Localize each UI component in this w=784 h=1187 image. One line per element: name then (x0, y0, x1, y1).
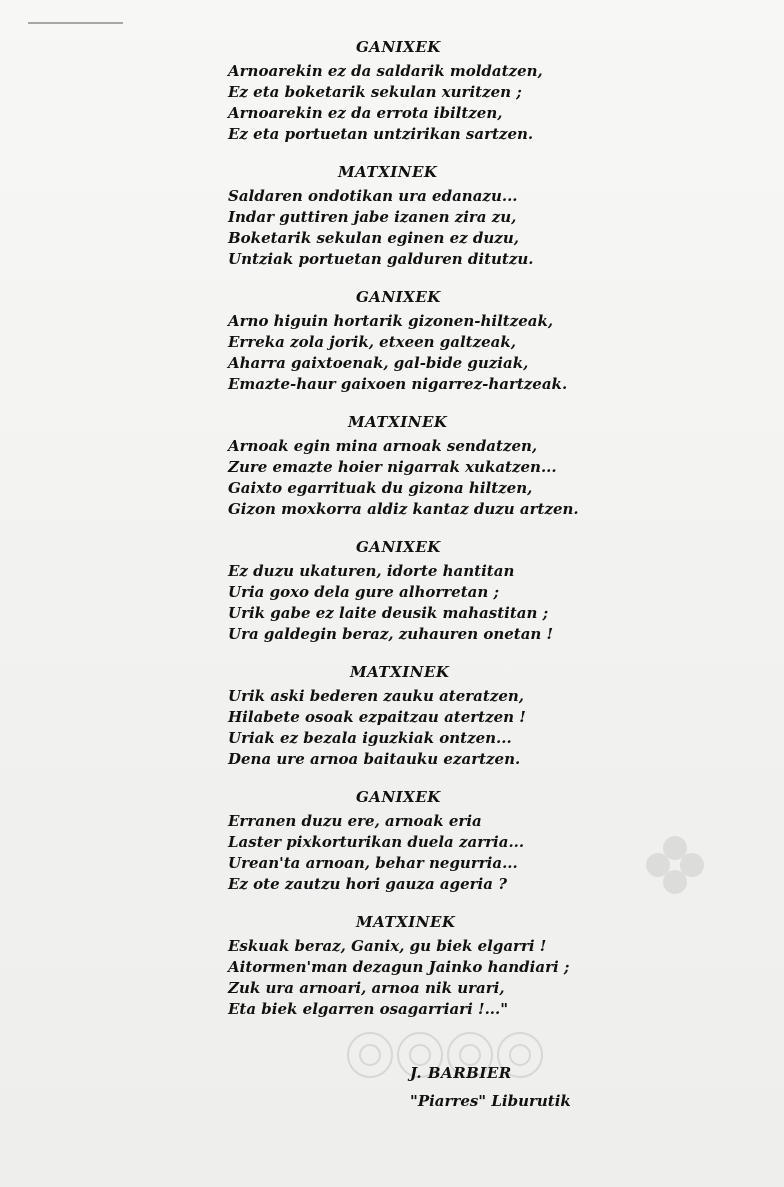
verse-line: Erranen duzu ere, arnoak eria (228, 812, 482, 830)
stanza (228, 413, 648, 520)
verse-line: Zure emazte hoier nigarrak xukatzen... (228, 458, 557, 476)
stanza (228, 538, 648, 645)
verse-line: Ez eta boketarik sekulan xuritzen ; (228, 83, 522, 101)
speaker-name: MATXINEK (338, 163, 438, 181)
verse-line: Urean'ta arnoan, behar negurria... (228, 854, 518, 872)
verse-line: Hilabete osoak ezpaitzau atertzen ! (228, 708, 526, 726)
speaker-name: GANIXEK (356, 38, 441, 56)
verse-line: Eta biek elgarren osagarriari !..." (228, 1000, 509, 1018)
source-citation: "Piarres" Liburutik (410, 1092, 571, 1110)
verse-line: Zuk ura arnoari, arnoa nik urari, (228, 979, 505, 997)
stanza (228, 288, 648, 395)
stanza (228, 38, 648, 145)
poem (228, 38, 648, 1038)
verse-line: Aharra gaixtoenak, gal-bide guziak, (228, 354, 529, 372)
stanza (228, 163, 648, 270)
verse-line: Boketarik sekulan eginen ez duzu, (228, 229, 519, 247)
verse-line: Ez ote zautzu hori gauza ageria ? (228, 875, 507, 893)
stanza (228, 663, 648, 770)
verse-line: Arnoak egin mina arnoak sendatzen, (228, 437, 538, 455)
verse-line: Erreka zola jorik, etxeen galtzeak, (228, 333, 517, 351)
speaker-name: GANIXEK (356, 538, 441, 556)
verse-line: Ez duzu ukaturen, idorte hantitan (228, 562, 515, 580)
signature (410, 1062, 571, 1112)
speaker-name: GANIXEK (356, 288, 441, 306)
verse-line: Dena ure arnoa baitauku ezartzen. (228, 750, 521, 768)
stanza (228, 788, 648, 895)
verse-line: Urik aski bederen zauku ateratzen, (228, 687, 525, 705)
speaker-name: MATXINEK (356, 913, 456, 931)
verse-line: Untziak portuetan galduren ditutzu. (228, 250, 534, 268)
verse-line: Gaixto egarrituak du gizona hiltzen, (228, 479, 533, 497)
author-name: J. BARBIER (410, 1064, 512, 1082)
verse-line: Indar guttiren jabe izanen zira zu, (228, 208, 517, 226)
verse-line: Uria goxo dela gure alhorretan ; (228, 583, 500, 601)
verse-line: Arnoarekin ez da saldarik moldatzen, (228, 62, 543, 80)
top-rule (28, 22, 123, 24)
verse-line: Gizon moxkorra aldiz kantaz duzu artzen. (228, 500, 579, 518)
verse-line: Saldaren ondotikan ura edanazu... (228, 187, 518, 205)
speaker-name: MATXINEK (348, 413, 448, 431)
verse-line: Arnoarekin ez da errota ibiltzen, (228, 104, 503, 122)
verse-line: Emazte-haur gaixoen nigarrez-hartzeak. (228, 375, 568, 393)
verse-line: Ura galdegin beraz, zuhauren onetan ! (228, 625, 554, 643)
verse-line: Laster pixkorturikan duela zarria... (228, 833, 525, 851)
stanza (228, 913, 648, 1020)
verse-line: Uriak ez bezala iguzkiak ontzen... (228, 729, 512, 747)
speaker-name: GANIXEK (356, 788, 441, 806)
speaker-name: MATXINEK (350, 663, 450, 681)
verse-line: Eskuak beraz, Ganix, gu biek elgarri ! (228, 937, 547, 955)
verse-line: Arno higuin hortarik gizonen-hiltzeak, (228, 312, 554, 330)
lauburu-icon (640, 830, 710, 900)
verse-line: Aitormen'man dezagun Jainko handiari ; (228, 958, 570, 976)
verse-line: Urik gabe ez laite deusik mahastitan ; (228, 604, 549, 622)
verse-line: Ez eta portuetan untzirikan sartzen. (228, 125, 534, 143)
